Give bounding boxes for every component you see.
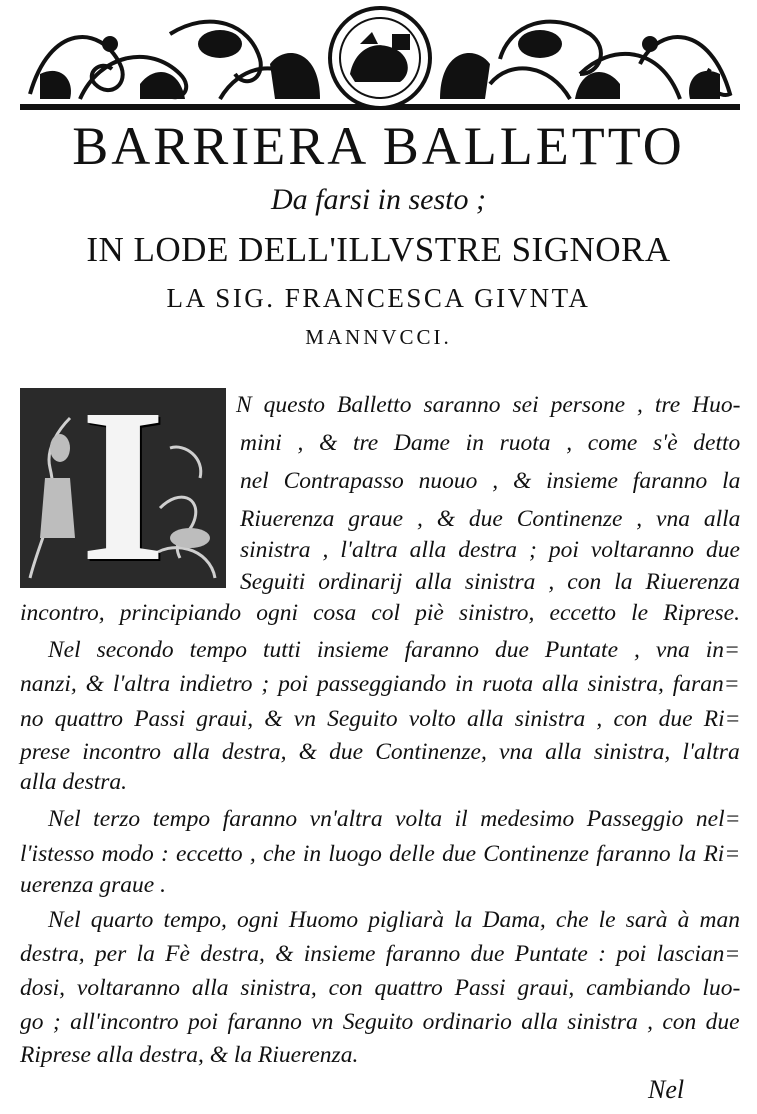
paragraph-1-line-6: Seguiti ordinarij alla sinistra , con la Riuerenza	[240, 569, 740, 595]
paragraph-4-line-5: Riprese alla destra, & la Riuerenza.	[20, 1042, 359, 1068]
paragraph-1-line-1: N questo Balletto saranno sei persone , tre Huo-	[236, 392, 741, 418]
title-main: BARRIERA BALLETTO	[72, 116, 685, 176]
title-dedicatee-surname: MANNVCCI.	[305, 325, 452, 349]
title-dedicatee-name: LA SIG. FRANCESCA GIVNTA	[166, 283, 591, 313]
paragraph-2-line-4: prese incontro alla destra, & due Continenze, vna alla sinistra, l'altra	[20, 739, 740, 765]
ornamental-headpiece-image	[20, 4, 740, 112]
paragraph-2-line-1: Nel secondo tempo tutti insieme faranno due Puntate , vna in=	[48, 637, 740, 663]
paragraph-2-line-2: nanzi, & l'altra indietro ; poi passeggiando in ruota alla sinistra, faran=	[20, 671, 740, 697]
paragraph-2-line-5: alla destra.	[20, 769, 128, 795]
initial-letter: I	[80, 388, 166, 588]
title-dedication: IN LODE DELL'ILLVSTRE SIGNORA	[86, 230, 671, 269]
paragraph-3-line-1: Nel terzo tempo faranno vn'altra volta il medesimo Passeggio nel=	[48, 806, 741, 832]
paragraph-4-line-3: dosi, voltaranno alla sinistra, con quattro Passi graui, cambiando luo-	[20, 975, 741, 1001]
paragraph-4-line-2: destra, per la Fè destra, & insieme faranno due Puntate : poi lascian=	[20, 941, 741, 967]
paragraph-3-line-3: uerenza graue .	[20, 872, 166, 898]
paragraph-1-line-3: nel Contrapasso nuouo , & insieme faranno la	[240, 468, 741, 494]
title-subtitle: Da farsi in sesto ;	[270, 183, 486, 216]
paragraph-4-line-4: go ; all'incontro poi faranno vn Seguito ordinario alla sinistra , con due	[20, 1009, 740, 1035]
paragraph-1-line-7: incontro, principiando ogni cosa col piè sinistro, eccetto le Riprese.	[20, 600, 740, 626]
paragraph-3-line-2: l'istesso modo : eccetto , che in luogo delle due Continenze faranno la Ri=	[20, 841, 741, 867]
paragraph-4-line-1: Nel quarto tempo, ogni Huomo pigliarà la Dama, che le sarà à man	[48, 907, 740, 933]
paragraph-1-line-5: sinistra , l'altra alla destra ; poi voltaranno due	[240, 537, 740, 563]
catchword: Nel	[648, 1075, 685, 1104]
paragraph-1-line-2: mini , & tre Dame in ruota , come s'è detto	[240, 430, 741, 456]
paragraph-2-line-3: no quattro Passi graui, & vn Seguito volto alla sinistra , con due Ri=	[20, 706, 741, 732]
paragraph-1-line-4: Riuerenza graue , & due Continenze , vna alla	[240, 506, 741, 532]
decorated-initial	[20, 388, 226, 588]
